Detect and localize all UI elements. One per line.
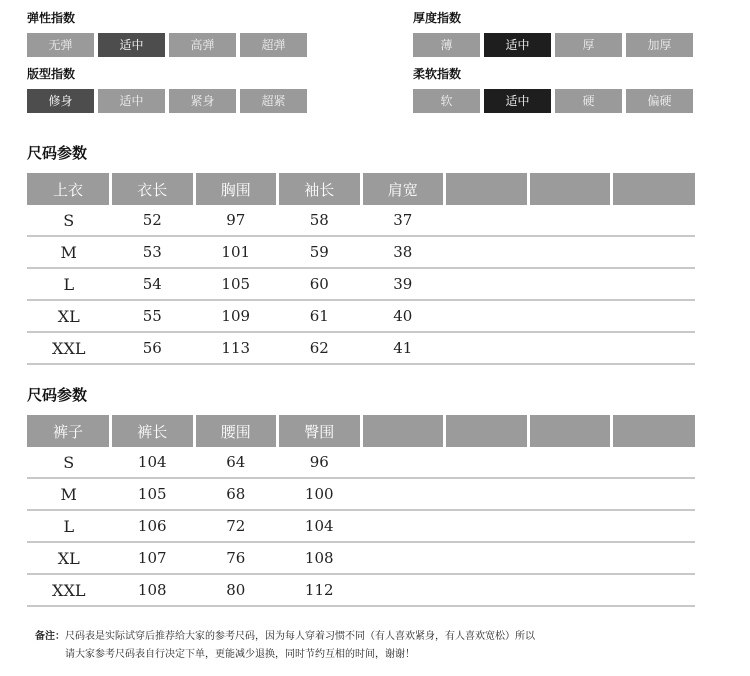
- fit-option: 紧身: [169, 89, 236, 113]
- measure-cell: 39: [361, 268, 445, 300]
- measure-cell: [612, 332, 696, 364]
- measure-cell: 107: [111, 542, 195, 574]
- softness-option: 硬: [555, 89, 622, 113]
- size-cell: XXL: [27, 332, 111, 364]
- measure-cell: [361, 542, 445, 574]
- top-size-title: 尺码参数: [27, 144, 88, 162]
- measure-cell: 104: [278, 510, 362, 542]
- measure-cell: [445, 542, 529, 574]
- elasticity-option: 无弹: [27, 33, 94, 57]
- top-size-table: [27, 173, 695, 365]
- table-row: [27, 300, 695, 332]
- measure-cell: 68: [194, 478, 278, 510]
- column-header: 胸围: [194, 173, 278, 205]
- column-header: [528, 415, 612, 447]
- measure-cell: 38: [361, 236, 445, 268]
- column-header: 裤长: [111, 415, 195, 447]
- table-row: [27, 542, 695, 574]
- measure-cell: 61: [278, 300, 362, 332]
- measure-cell: [445, 300, 529, 332]
- fit-options: [27, 89, 307, 113]
- thickness-option: 适中: [484, 33, 551, 57]
- measure-cell: 106: [111, 510, 195, 542]
- measure-cell: 60: [278, 268, 362, 300]
- column-header: [612, 173, 696, 205]
- measure-cell: 58: [278, 205, 362, 236]
- thickness-option: 厚: [555, 33, 622, 57]
- measure-cell: [445, 574, 529, 606]
- measure-cell: 104: [111, 447, 195, 478]
- measure-cell: 76: [194, 542, 278, 574]
- table-row: [27, 510, 695, 542]
- size-cell: M: [27, 478, 111, 510]
- column-header: [528, 173, 612, 205]
- table-row: [27, 574, 695, 606]
- measure-cell: [528, 574, 612, 606]
- measure-cell: [445, 236, 529, 268]
- size-cell: XL: [27, 542, 111, 574]
- column-header: 臀围: [278, 415, 362, 447]
- column-header: 衣长: [111, 173, 195, 205]
- column-header: 袖长: [278, 173, 362, 205]
- column-header: 肩宽: [361, 173, 445, 205]
- elasticity-options: [27, 33, 307, 57]
- table-header-row: [27, 173, 695, 205]
- measure-cell: [612, 300, 696, 332]
- measure-cell: 37: [361, 205, 445, 236]
- measure-cell: [361, 510, 445, 542]
- measure-cell: [528, 510, 612, 542]
- measure-cell: [445, 268, 529, 300]
- measure-cell: 108: [111, 574, 195, 606]
- measure-cell: 59: [278, 236, 362, 268]
- note-line-1: 尺码表是实际试穿后推荐给大家的参考尺码，因为每人穿着习惯不同（有人喜欢紧身，有人喜欢宽松）所以: [65, 631, 535, 642]
- measure-cell: [445, 205, 529, 236]
- measure-cell: [445, 510, 529, 542]
- size-cell: S: [27, 205, 111, 236]
- softness-options: [413, 89, 693, 113]
- measure-cell: 64: [194, 447, 278, 478]
- measure-cell: [612, 510, 696, 542]
- note-label: 备注：: [35, 631, 65, 642]
- size-cell: XXL: [27, 574, 111, 606]
- softness-option: 适中: [484, 89, 551, 113]
- table-row: [27, 236, 695, 268]
- fit-option: 修身: [27, 89, 94, 113]
- measure-cell: 112: [278, 574, 362, 606]
- measure-cell: [528, 478, 612, 510]
- measure-cell: 56: [111, 332, 195, 364]
- pants-size-title: 尺码参数: [27, 386, 88, 404]
- measure-cell: [612, 236, 696, 268]
- measure-cell: [612, 478, 696, 510]
- measure-cell: [445, 478, 529, 510]
- measure-cell: [445, 447, 529, 478]
- measure-cell: [528, 332, 612, 364]
- measure-cell: 100: [278, 478, 362, 510]
- softness-option: 软: [413, 89, 480, 113]
- measure-cell: [528, 205, 612, 236]
- measure-cell: 55: [111, 300, 195, 332]
- measure-cell: [612, 574, 696, 606]
- measure-cell: 54: [111, 268, 195, 300]
- measure-cell: [361, 478, 445, 510]
- elasticity-option: 高弹: [169, 33, 236, 57]
- measure-cell: 105: [111, 478, 195, 510]
- size-cell: L: [27, 510, 111, 542]
- column-header: 裤子: [27, 415, 111, 447]
- measure-cell: [528, 542, 612, 574]
- measure-cell: 105: [194, 268, 278, 300]
- measure-cell: 53: [111, 236, 195, 268]
- softness-option: 偏硬: [626, 89, 693, 113]
- elasticity-option: 适中: [98, 33, 165, 57]
- fit-option: 超紧: [240, 89, 307, 113]
- measure-cell: [528, 236, 612, 268]
- measure-cell: [612, 542, 696, 574]
- size-cell: XL: [27, 300, 111, 332]
- measure-cell: 109: [194, 300, 278, 332]
- table-row: [27, 205, 695, 236]
- measure-cell: [528, 268, 612, 300]
- measure-cell: 113: [194, 332, 278, 364]
- measure-cell: [612, 205, 696, 236]
- column-header: [361, 415, 445, 447]
- table-row: [27, 332, 695, 364]
- measure-cell: [361, 447, 445, 478]
- column-header: 上衣: [27, 173, 111, 205]
- fit-index-label: 版型指数: [27, 67, 76, 81]
- thickness-index-label: 厚度指数: [413, 11, 462, 25]
- measure-cell: 52: [111, 205, 195, 236]
- column-header: [612, 415, 696, 447]
- measure-cell: 72: [194, 510, 278, 542]
- size-cell: M: [27, 236, 111, 268]
- size-note: [35, 628, 535, 664]
- measure-cell: 101: [194, 236, 278, 268]
- column-header: 腰围: [194, 415, 278, 447]
- measure-cell: 40: [361, 300, 445, 332]
- thickness-options: [413, 33, 693, 57]
- measure-cell: 97: [194, 205, 278, 236]
- column-header: [445, 415, 529, 447]
- measure-cell: [528, 300, 612, 332]
- pants-size-table: [27, 415, 695, 607]
- table-header-row: [27, 415, 695, 447]
- elasticity-index-label: 弹性指数: [27, 11, 76, 25]
- measure-cell: 108: [278, 542, 362, 574]
- table-row: [27, 447, 695, 478]
- table-row: [27, 268, 695, 300]
- measure-cell: [361, 574, 445, 606]
- column-header: [445, 173, 529, 205]
- measure-cell: [612, 268, 696, 300]
- measure-cell: [612, 447, 696, 478]
- thickness-option: 薄: [413, 33, 480, 57]
- note-line-2: 请大家参考尺码表自行决定下单，更能减少退换，同时节约互相的时间，谢谢！: [65, 649, 415, 660]
- measure-cell: [445, 332, 529, 364]
- thickness-option: 加厚: [626, 33, 693, 57]
- size-cell: S: [27, 447, 111, 478]
- fit-option: 适中: [98, 89, 165, 113]
- table-row: [27, 478, 695, 510]
- elasticity-option: 超弹: [240, 33, 307, 57]
- measure-cell: [528, 447, 612, 478]
- measure-cell: 96: [278, 447, 362, 478]
- size-cell: L: [27, 268, 111, 300]
- measure-cell: 41: [361, 332, 445, 364]
- measure-cell: 62: [278, 332, 362, 364]
- measure-cell: 80: [194, 574, 278, 606]
- softness-index-label: 柔软指数: [413, 67, 462, 81]
